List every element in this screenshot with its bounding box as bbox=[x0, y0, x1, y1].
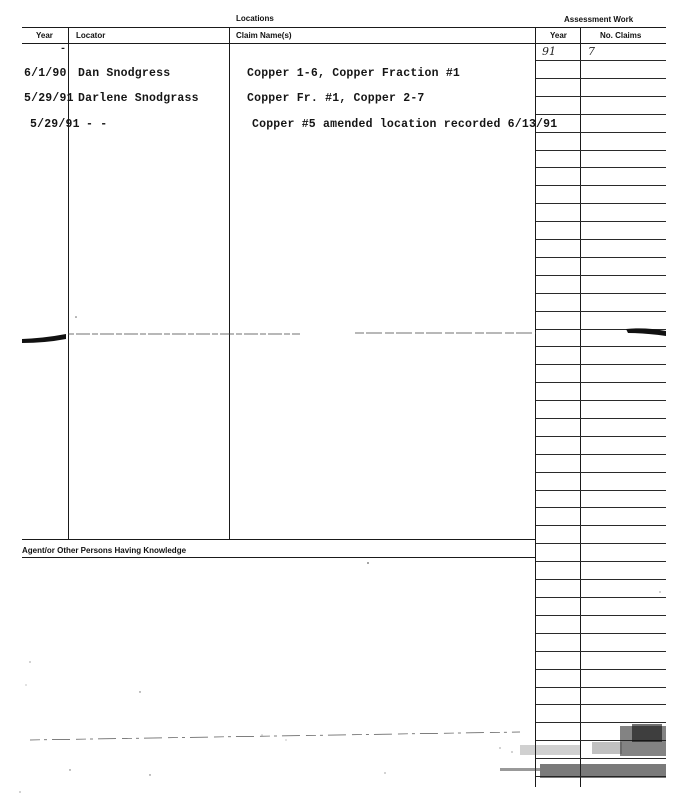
column-header-no-claims: No. Claims bbox=[600, 31, 642, 40]
assessment-year-entry: 91 bbox=[542, 45, 556, 58]
scan-mark-left bbox=[22, 334, 66, 343]
column-header-locator: Locator bbox=[76, 31, 106, 40]
location-locator: - - bbox=[86, 118, 108, 131]
lower-fold-line bbox=[30, 732, 520, 740]
location-locator: Dan Snodgress bbox=[78, 67, 171, 80]
agent-label: Agent/or Other Persons Having Knowledge bbox=[22, 546, 187, 555]
location-locator: Darlene Snodgrass bbox=[78, 92, 199, 105]
scan-mark-right bbox=[626, 328, 666, 336]
scan-noise-block bbox=[500, 724, 666, 778]
column-header-year: Year bbox=[36, 31, 53, 40]
location-year: 5/29/91 bbox=[30, 118, 80, 131]
location-claims: Copper Fr. #1, Copper 2-7 bbox=[247, 92, 425, 105]
column-header-assessment-year: Year bbox=[550, 31, 567, 40]
location-claims: Copper 1-6, Copper Fraction #1 bbox=[247, 67, 461, 80]
scan-speckles bbox=[19, 316, 660, 792]
assessment-work-title: Assessment Work bbox=[564, 15, 634, 24]
first-row-dash: - bbox=[60, 44, 67, 55]
location-claims: Copper #5 amended location recorded 6/13/91 bbox=[252, 118, 558, 131]
column-header-claim-names: Claim Name(s) bbox=[236, 31, 292, 40]
assessment-no-claims-entry: 7 bbox=[588, 45, 595, 58]
location-year: 6/1/90 bbox=[24, 67, 67, 80]
locations-title: Locations bbox=[236, 14, 274, 23]
location-year: 5/29/91 bbox=[24, 92, 74, 105]
